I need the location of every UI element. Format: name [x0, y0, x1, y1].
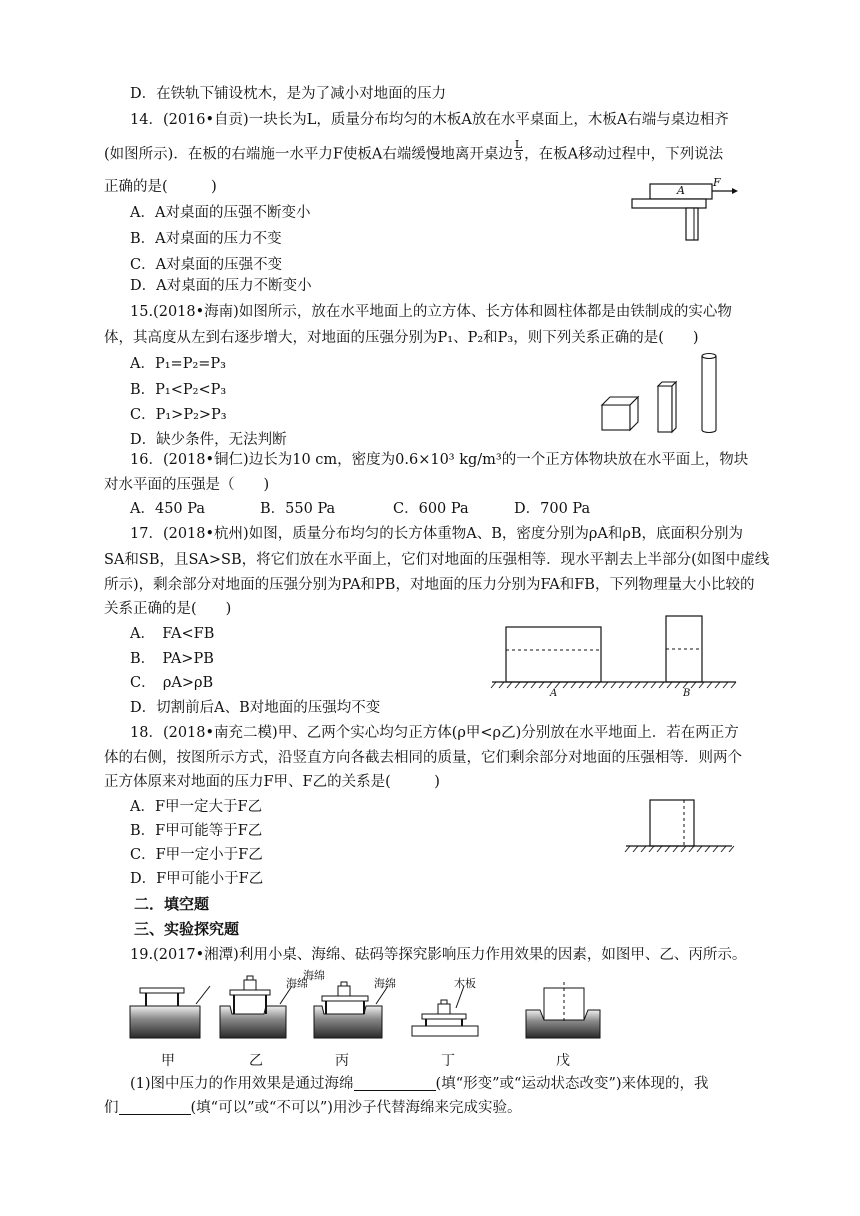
q15-stem-line1: 15.(2018•海南)如图所示，放在水平地面上的立方体、长方体和圆柱体都是由铁制成的实心物: [130, 304, 732, 320]
section-experiment-heading: 三、实验探究题: [134, 920, 240, 938]
figure-label-bing: 丙: [335, 1053, 349, 1069]
ground-hatching: [491, 682, 736, 688]
callout-sponge-3: 海绵: [374, 977, 396, 990]
q18-stem-line3: 正方体原来对地面的压力F甲、F乙的关系是( ): [104, 774, 440, 790]
figure-label-yi: 乙: [249, 1053, 263, 1069]
q17-figure-label-b: B: [683, 688, 691, 699]
fraction-l-over-3: [514, 139, 523, 162]
q13-option-d: D．在铁轨下铺设枕木，是为了减小对地面的压力: [130, 86, 447, 102]
q17-stem-line1: 17．(2018•杭州)如图，质量分布均匀的长方体重物A、B，密度分别为ρA和ρB，底面积分别为: [130, 526, 744, 542]
q19-figures: [126, 968, 606, 1044]
answer-blank-2[interactable]: [119, 1099, 191, 1115]
q18-stem-line2: 体的右侧，按图所示方式，沿竖直方向各截去相同的质量，它们剩余部分对地面的压强相等．则两个: [104, 750, 742, 766]
q15-figure-solids: [598, 350, 728, 435]
q17-option-b: B． PA>PB: [130, 651, 214, 667]
answer-blank-1[interactable]: [354, 1075, 436, 1091]
fraction-numerator: L: [514, 138, 523, 151]
q16-option-b: B．550 Pa: [260, 501, 336, 517]
q16-stem-line1: 16．(2018•铜仁)边长为10 cm，密度为0.6×10³ kg/m³的一个正方体物块放在水平面上，物块: [130, 452, 749, 468]
q14-option-d: D．A对桌面的压力不断变小: [130, 278, 312, 294]
q19-sub1-line1: [130, 1074, 709, 1094]
q14-option-a: A．A对桌面的压强不断变小: [130, 205, 311, 221]
q14-stem-line1: 14．(2016•自贡)一块长为L，质量分布均匀的木板A放在水平桌面上，木板A右端与桌边相齐: [130, 112, 729, 128]
q14-stem-line2: [104, 138, 724, 166]
q14-option-c: C．A对桌面的压强不变: [130, 257, 283, 273]
section-fill-in-heading: 二．填空题: [134, 895, 210, 913]
q16-option-d: D．700 Pa: [514, 501, 591, 517]
q14-figure-label-f: F: [713, 176, 721, 189]
block-a: [506, 627, 601, 682]
figure-ding: [412, 986, 478, 1036]
q14-figure-label-a: A: [677, 184, 685, 197]
figure-yi: [220, 976, 292, 1038]
ground-hatching: [625, 846, 734, 852]
q14-figure-board-on-table: [628, 170, 738, 245]
q17-option-a: A． FA<FB: [130, 626, 215, 642]
q19-sub1-text-a: (1)图中压力的作用效果是通过海绵: [130, 1076, 354, 1092]
figure-label-jia: 甲: [161, 1053, 175, 1069]
callout-sponge-1: 海绵: [303, 969, 325, 982]
q18-stem-line1: 18．(2018•南充二模)甲、乙两个实心均匀正方体(ρ甲<ρ乙)分别放在水平地面上．若在两正方: [130, 725, 739, 741]
cuboid: [658, 382, 676, 432]
cylinder: [702, 354, 716, 433]
fraction-denominator: 3: [515, 150, 523, 163]
force-arrowhead: [732, 188, 738, 194]
q14-stem-line3: 正确的是( ): [104, 179, 217, 195]
q17-stem-line2: SA和SB，且SA>SB，将它们放在水平面上，它们对地面的压强相等．现水平割去上半部分(如图中虚线: [104, 552, 770, 568]
q19-sub1-text-c: 们: [104, 1100, 119, 1116]
q19-stem-line1: 19.(2017•湘潭)利用小桌、海绵、砝码等探究影响压力作用效果的因素，如图甲、乙、丙所示。: [130, 947, 747, 963]
q15-option-c: C．P₁>P₂>P₃: [130, 407, 227, 423]
q15-option-b: B．P₁<P₂<P₃: [130, 382, 227, 398]
q15-option-d: D．缺少条件，无法判断: [130, 432, 287, 448]
q15-stem-line2: 体，其高度从左到右逐步增大，对地面的压强分别为P₁、P₂和P₃，则下列关系正确的是( ): [104, 330, 699, 346]
q14-option-b: B．A对桌面的压力不变: [130, 231, 282, 247]
q17-stem-line4: 关系正确的是( ): [104, 601, 232, 617]
q15-option-a: A．P₁=P₂=P₃: [130, 356, 226, 372]
q18-option-c: C．F甲一定小于F乙: [130, 847, 263, 863]
table-top: [632, 199, 706, 208]
q18-option-a: A．F甲一定大于F乙: [130, 799, 263, 815]
q14-stem-line2-start: (如图所示)．在板的右端施一水平力F使板A右端缓慢地离开桌边: [104, 146, 513, 163]
q17-option-d: D．切割前后A、B对地面的压强均不变: [130, 700, 381, 716]
q17-figure-blocks: [488, 612, 738, 687]
q19-sub1-text-b: (填“形变”或“运动状态改变”)来体现的，我: [435, 1076, 709, 1092]
q17-figure-label-a: A: [550, 688, 558, 699]
q17-option-c: C． ρA>ρB: [130, 675, 214, 691]
callout-sponge-2: 海绵: [286, 977, 308, 990]
q16-option-c: C．600 Pa: [393, 501, 469, 517]
figure-wu: [526, 982, 600, 1038]
cube: [602, 397, 638, 430]
q18-figure-cubes: [624, 796, 734, 858]
q16-stem-line2: 对水平面的压强是（ ): [104, 477, 270, 493]
q14-stem-line2-end: ，在板A移动过程中，下列说法: [524, 146, 724, 163]
q19-sub1-line2: [104, 1098, 521, 1118]
q19-sub1-text-d: (填“可以”或“不可以”)用沙子代替海绵来完成实验。: [190, 1100, 522, 1116]
q18-option-b: B．F甲可能等于F乙: [130, 823, 263, 839]
table-leg: [686, 208, 698, 240]
cube-jia: [650, 800, 694, 846]
q16-option-a: A．450 Pa: [130, 501, 206, 517]
figure-label-wu: 戊: [556, 1053, 570, 1069]
figure-jia: [130, 986, 210, 1038]
q18-option-d: D．F甲可能小于F乙: [130, 871, 264, 887]
q17-stem-line3: 所示)，剩余部分对地面的压强分别为PA和PB，对地面的压力分别为FA和FB，下列物理量大小比较的: [104, 577, 755, 593]
figure-label-ding: 丁: [441, 1053, 455, 1069]
callout-board: 木板: [454, 977, 476, 990]
